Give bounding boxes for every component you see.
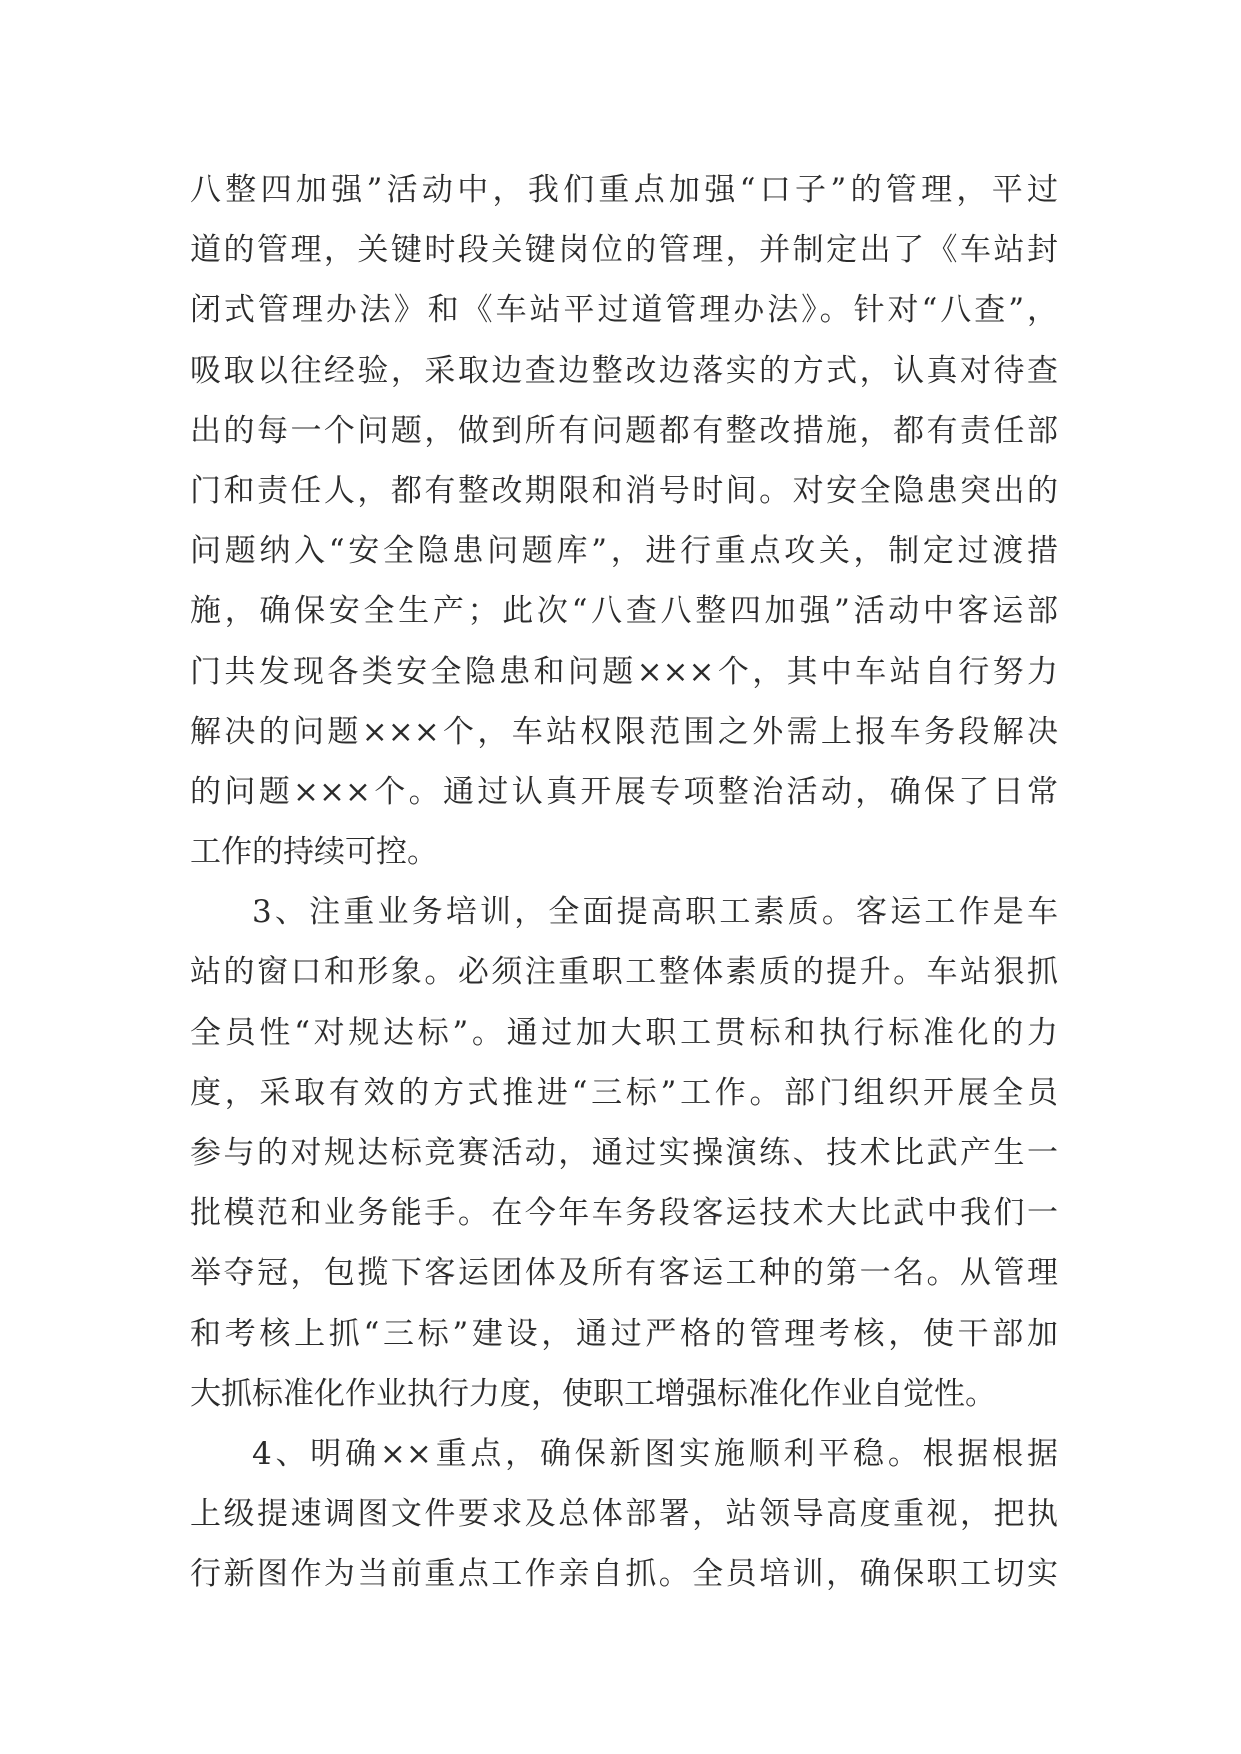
text-line: 上级提速调图文件要求及总体部署，站领导高度重视，把执	[190, 1496, 1058, 1533]
text-line: 吸取以往经验，采取边查边整改边落实的方式，认真对待查	[190, 352, 1058, 389]
text-line: 八整四加强”活动中，我们重点加强“口子”的管理，平过	[190, 172, 1058, 208]
text-line: 门共发现各类安全隐患和问题×××个，其中车站自行努力	[190, 653, 1058, 690]
text-line: 3、注重业务培训，全面提高职工素质。客运工作是车	[252, 894, 1058, 931]
text-line: 站的窗口和形象。必须注重职工整体素质的提升。车站狠抓	[190, 954, 1058, 991]
text-line: 工作的持续可控。	[190, 834, 438, 871]
text-line: 解决的问题×××个，车站权限范围之外需上报车务段解决	[190, 713, 1058, 750]
text-line: 大抓标准化作业执行力度，使职工增强标准化作业自觉性。	[190, 1375, 996, 1412]
text-line: 举夺冠，包揽下客运团体及所有客运工种的第一名。从管理	[190, 1255, 1058, 1292]
text-line: 和考核上抓“三标”建设，通过严格的管理考核，使干部加	[190, 1315, 1058, 1352]
text-line: 闭式管理办法》和《车站平过道管理办法》。针对“八查”，	[190, 292, 1058, 329]
text-line: 批模范和业务能手。在今年车务段客运技术大比武中我们一	[190, 1195, 1058, 1232]
text-line: 问题纳入“安全隐患问题库”，进行重点攻关，制定过渡措	[190, 533, 1058, 570]
text-line: 的问题×××个。通过认真开展专项整治活动，确保了日常	[190, 773, 1058, 810]
text-line: 出的每一个问题，做到所有问题都有整改措施，都有责任部	[190, 412, 1058, 449]
text-line: 4、明确××重点，确保新图实施顺利平稳。根据根据	[252, 1435, 1058, 1472]
text-line: 施，确保安全生产；此次“八查八整四加强”活动中客运部	[190, 593, 1058, 630]
body-text	[190, 160, 1058, 1605]
text-line: 度，采取有效的方式推进“三标”工作。部门组织开展全员	[190, 1074, 1058, 1111]
text-line: 行新图作为当前重点工作亲自抓。全员培训，确保职工切实	[190, 1556, 1058, 1593]
text-line: 参与的对规达标竞赛活动，通过实操演练、技术比武产生一	[190, 1135, 1058, 1171]
text-line: 全员性“对规达标”。通过加大职工贯标和执行标准化的力	[190, 1014, 1058, 1051]
text-line: 道的管理，关键时段关键岗位的管理，并制定出了《车站封	[190, 232, 1058, 269]
text-line: 门和责任人，都有整改期限和消号时间。对安全隐患突出的	[190, 472, 1058, 509]
